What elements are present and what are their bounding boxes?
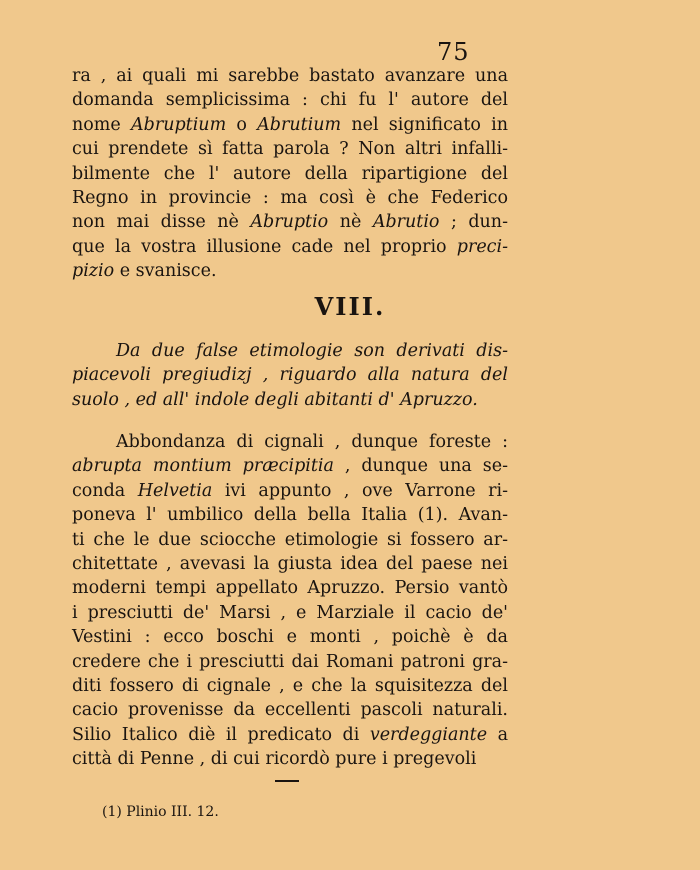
italic-text: Abruptium [130,114,227,135]
text-line [72,186,508,210]
text-line [72,363,508,387]
text-line [72,388,508,412]
text-line [72,747,508,771]
text-span: i presciutti de' Marsi , e Marziale il cacio de' [72,602,508,623]
text-line [72,503,508,527]
text-span: poneva l' umbilico della bella Italia (1). Avan- [72,505,508,526]
text-span: ti che le due sciocche etimologie si fossero ar- [72,529,508,550]
italic-text: Abrutio [372,212,440,233]
text-span: que la vostra illusione cade nel proprio [72,236,457,257]
text-line [72,162,508,186]
italic-text: pizio [72,261,115,282]
text-span: conda [72,480,138,501]
italic-text: preci- [456,236,508,257]
text-line [72,137,508,161]
text-span: città di Penne , di cui ricordò pure i pregevoli [72,749,477,770]
paragraph-continued [72,64,508,284]
section-summary [72,339,508,412]
text-span: suolo , ed all' indole degli abitanti d' Apruzzo. [72,389,478,410]
text-line [72,259,508,283]
text-span: non mai disse nè [72,212,251,233]
text-line [72,552,508,576]
text-span: nome [72,114,131,135]
text-line [72,576,508,600]
text-line [72,479,508,503]
text-span: Da due false etimologie son derivati dis- [116,341,508,361]
section-paragraph [72,430,508,771]
text-line [72,650,508,674]
text-line [72,210,508,234]
footnote: (1) Plinio III. 12. [102,804,219,820]
text-span: Vestini : ecco boschi e monti , poichè è da [72,627,508,648]
text-line [72,88,508,112]
text-span: nel significato in [341,114,508,135]
text-span: , dunque una se- [333,456,508,477]
text-span: cacio provenisse da eccellenti pascoli naturali. [72,700,508,721]
italic-text: Abrutium [257,114,342,135]
text-span: e svanisce. [114,261,217,282]
text-span: Silio Italico diè il predicato di [72,724,370,745]
text-span: moderni tempi appellato Apruzzo. Persio vantò [72,578,508,599]
text-line [72,430,508,454]
text-span: ivi appunto , ove Varrone ri- [212,480,508,501]
text-span: domanda semplicissima : chi fu l' autore del [72,90,508,111]
page-number: 75 [437,38,470,66]
text-line [72,454,508,478]
text-span: ra , ai quali mi sarebbe bastato avanzare una [72,66,508,86]
italic-text: abrupta montium præcipitia [72,456,334,477]
text-line [72,601,508,625]
text-line [72,113,508,137]
text-line [72,528,508,552]
text-span: a [487,724,508,745]
text-span: Abbondanza di cignali , dunque foreste : [116,432,508,452]
text-span: ; dun- [439,212,508,233]
text-line [72,235,508,259]
text-span: Regno in provincie : ma così è che Federico [72,187,508,208]
text-span: piacevoli pregiudizj , riguardo alla natura del [72,365,508,386]
text-span: cui prendete sì fatta parola ? Non altri infalli- [72,139,508,160]
text-span: o [226,114,258,135]
italic-text: Helvetia [137,480,213,501]
text-line [72,723,508,747]
text-span: credere che i presciutti dai Romani patroni gra- [72,651,508,672]
footnote-rule [275,780,299,782]
section-heading: VIII. [314,292,386,321]
text-line [72,339,508,363]
text-span: diti fossero di cignale , e che la squisitezza del [72,675,508,696]
text-span: nè [328,212,373,233]
text-line [72,674,508,698]
text-line [72,64,508,88]
italic-text: verdeggiante [369,724,488,745]
text-line [72,698,508,722]
text-line [72,625,508,649]
text-span: chitettate , avevasi la giusta idea del paese nei [72,553,508,574]
italic-text: Abruptio [250,212,329,233]
text-span: bilmente che l' autore della ripartigione del [72,163,508,184]
